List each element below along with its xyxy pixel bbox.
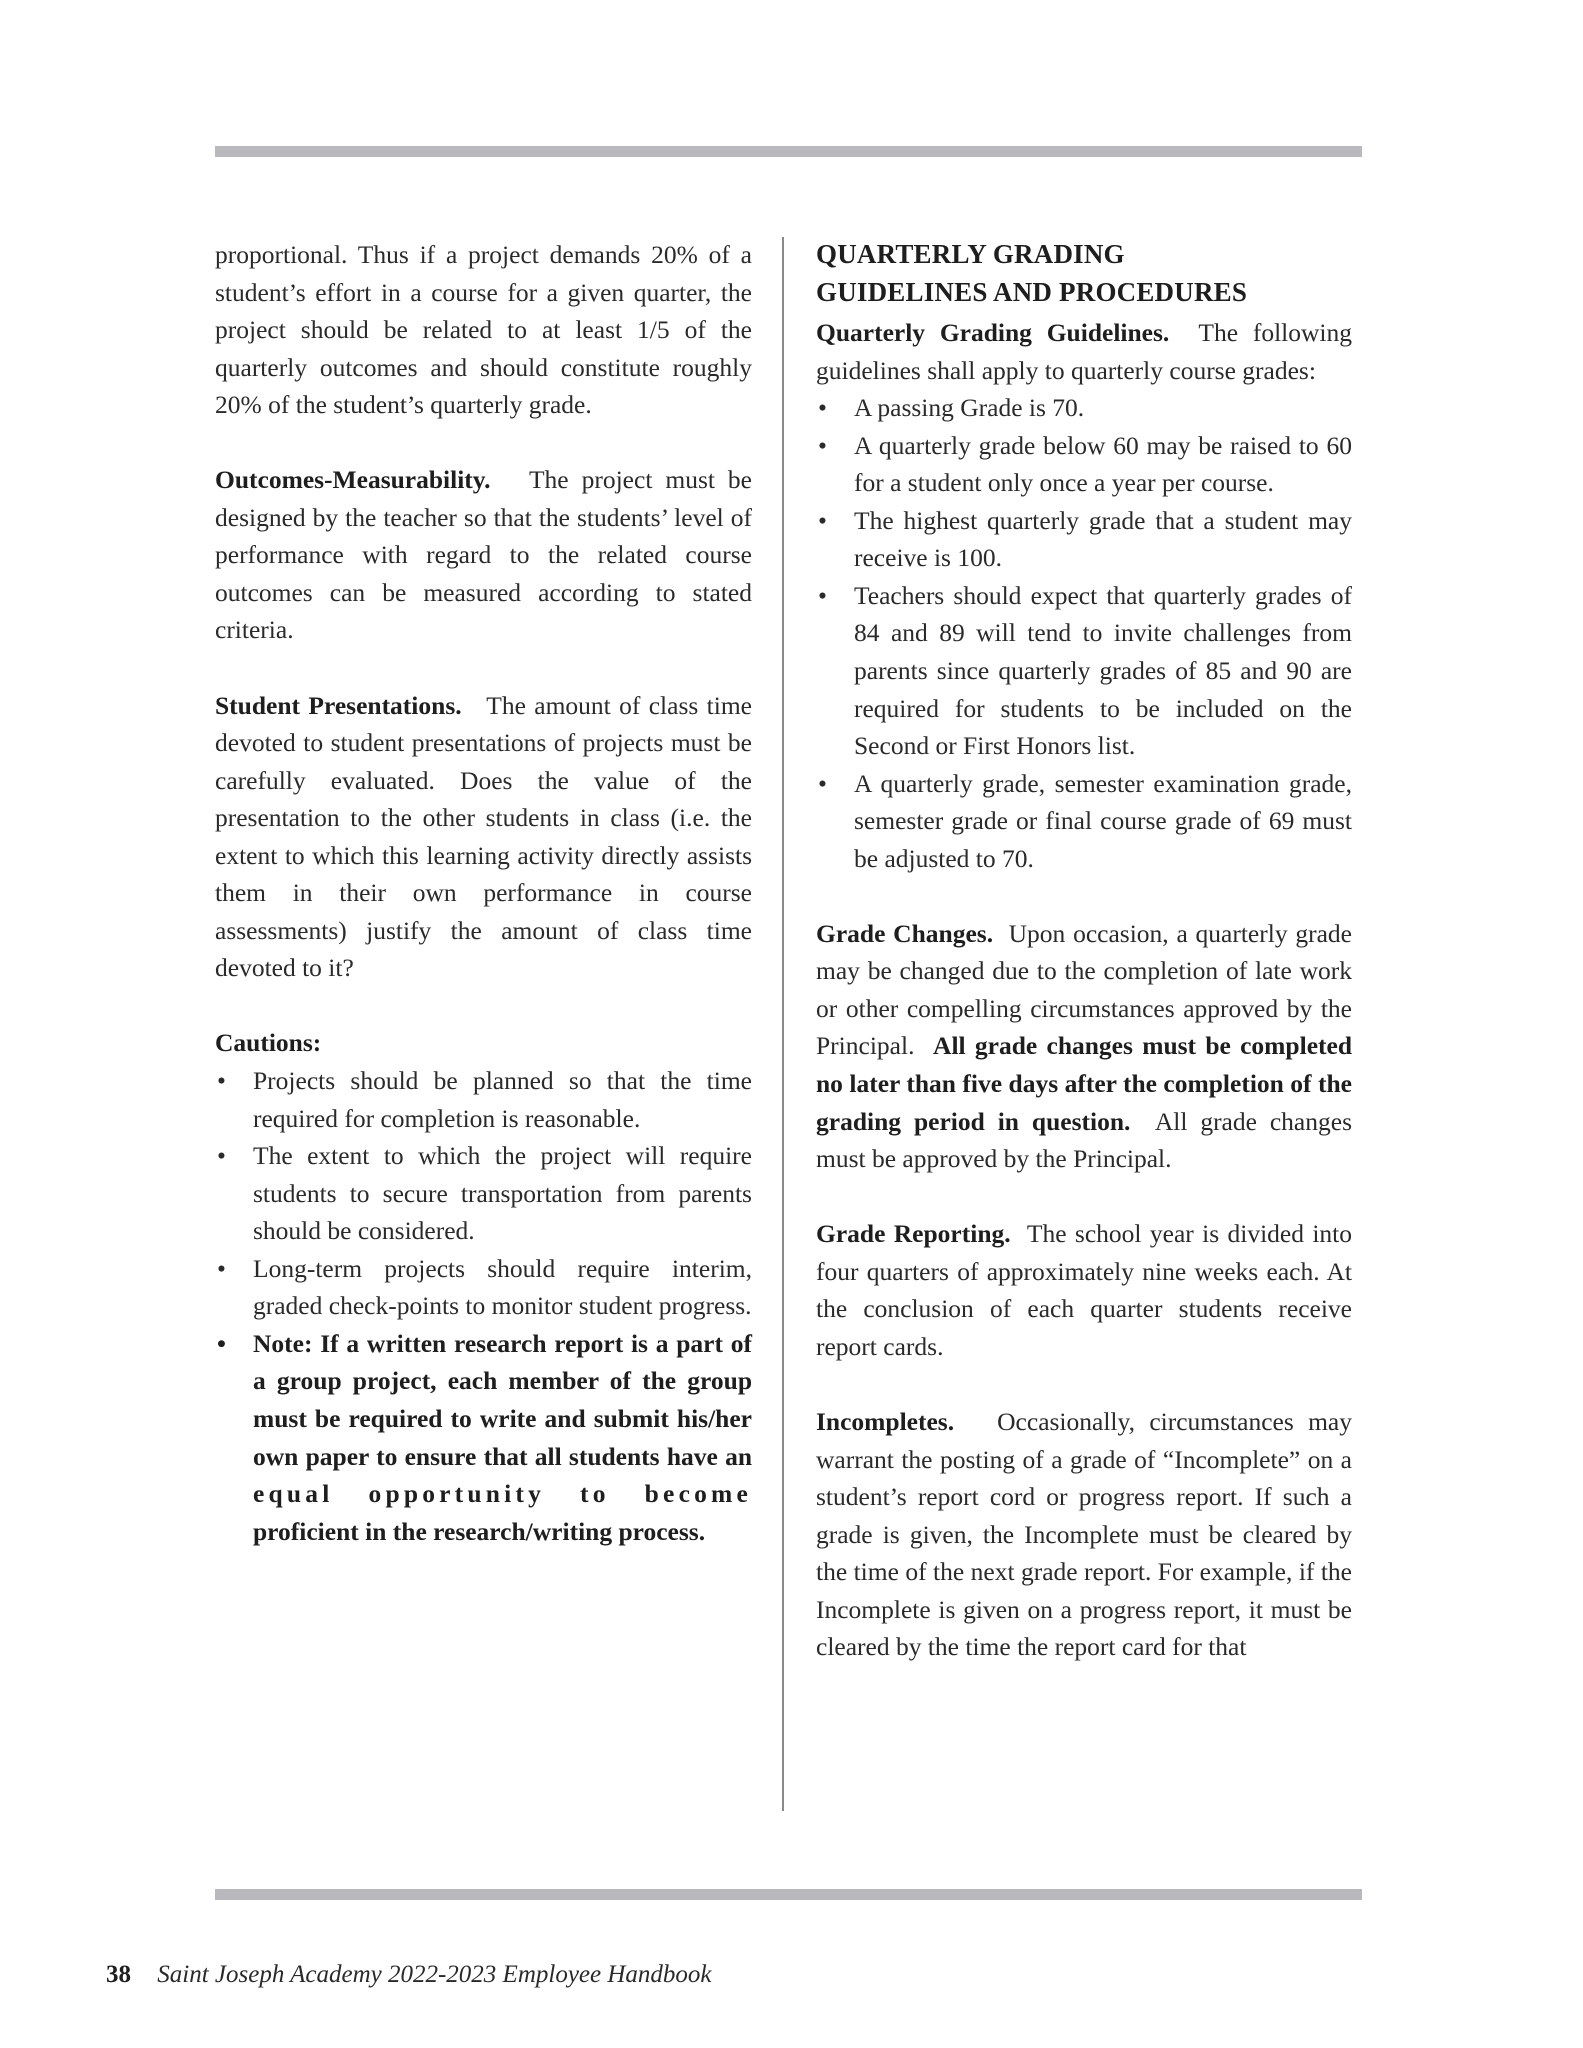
- list-item: • The highest quarterly grade that a student may receive is 100.: [816, 502, 1352, 577]
- list-item: • A quarterly grade below 60 may be raised to 60 for a student only once a year per course.: [816, 427, 1352, 502]
- page-footer: [106, 1955, 712, 1995]
- top-rule: [215, 146, 1362, 157]
- list-item: • Projects should be planned so that the time required for completion is reasonable.: [215, 1062, 752, 1137]
- cautions-heading: Cautions:: [215, 1028, 322, 1058]
- list-item: • A quarterly grade, semester examination grade, semester grade or final course grade of 69 must be adjusted to 70.: [816, 765, 1352, 878]
- bullet-icon: •: [818, 768, 827, 798]
- bullet-icon: •: [217, 1328, 226, 1358]
- section-title: QUARTERLY GRADING GUIDELINES AND PROCEDURES: [816, 239, 1248, 307]
- list-item: • The extent to which the project will require students to secure transportation from parents should be considered.: [215, 1137, 752, 1250]
- intro-paragraph: proportional. Thus if a project demands 20% of a student’s effort in a course for a given quarter, the project should be related to at least 1/5 of the quarterly outcomes and should constitute roughly 20% of the student’s quarterly grade.: [215, 240, 752, 420]
- grade-reporting-label: Grade Reporting.: [816, 1219, 1011, 1249]
- publication-title: Saint Joseph Academy 2022-2023 Employee Handbook: [157, 1961, 712, 1988]
- quarterly-grading-guidelines-label: Quarterly Grading Guidelines.: [816, 318, 1170, 348]
- column-divider: [782, 237, 784, 1811]
- incompletes-label: Incompletes.: [816, 1406, 955, 1436]
- bullet-icon: •: [217, 1066, 226, 1096]
- grade-changes-label: Grade Changes.: [816, 918, 994, 948]
- incompletes-paragraph: Incompletes. Occasionally, circumstances may warrant the posting of a grade of “Incomplete” on a student’s report cord or progress report. If such a grade is given, the Incomplete must be cleared by the time of the next grade report. For example, if the Incomplete is given on a progress report, it must be cleared by the time the report card for that: [816, 1406, 1352, 1662]
- left-column: [215, 236, 752, 1550]
- grade-changes-paragraph: Grade Changes. Upon occasion, a quarterly grade may be changed due to the completion of late work or other compelling circumstances approved by the Principal. All grade changes must be completed no later than five days after the completion of the grading period in question. All grade changes must be approved by the Principal.: [816, 918, 1353, 1174]
- list-item: • Long-term projects should require interim, graded check-points to monitor student progress.: [215, 1250, 752, 1325]
- student-presentations-paragraph: [215, 687, 752, 987]
- list-item: • Teachers should expect that quarterly grades of 84 and 89 will tend to invite challenges from parents since quarterly grades of 85 and 90 are required for students to be included on the Second or First Honors list.: [816, 577, 1352, 765]
- outcomes-measurability-paragraph: [215, 461, 752, 649]
- bullet-icon: •: [818, 505, 827, 535]
- outcomes-measurability-label: Outcomes-Measurability.: [215, 465, 491, 495]
- bullet-icon: •: [217, 1253, 226, 1283]
- quarterly-grading-guidelines-paragraph: [816, 314, 1352, 389]
- quarterly-grading-guidelines-text: The following guidelines shall apply to quarterly course grades:: [816, 318, 1352, 385]
- list-item-note: • Note: If a written research report is a part of a group project, each member of the group must be required to write and submit his/her own paper to ensure that all students have an equal opportunity to become proficient in the research/writing process.: [215, 1325, 752, 1550]
- bullet-icon: •: [217, 1141, 226, 1171]
- grade-reporting-paragraph: Grade Reporting. The school year is divided into four quarters of approximately nine weeks each. At the conclusion of each quarter students receive report cards.: [816, 1219, 1353, 1361]
- student-presentations-label: Student Presentations.: [215, 690, 462, 720]
- grade-changes-deadline: All grade changes must be completed no later than five days after the completion of the grading period in question.: [816, 1031, 1353, 1136]
- list-item: • A passing Grade is 70.: [816, 389, 1352, 427]
- student-presentations-text: The amount of class time devoted to student presentations of projects must be carefully evaluated. Does the value of the presentation to the other students in class (i.e. the extent to which this learning activity directly assists them in their own performance in course assessments) justify the amount of class time devoted to it?: [215, 690, 752, 983]
- bullet-icon: •: [818, 393, 827, 423]
- bottom-rule: [215, 1889, 1362, 1900]
- page-number: 38: [106, 1961, 131, 1988]
- cautions-list: [215, 1062, 752, 1550]
- guidelines-list: [816, 389, 1352, 877]
- bullet-icon: •: [818, 430, 827, 460]
- right-column: [816, 236, 1352, 1666]
- outcomes-measurability-text: The project must be designed by the teacher so that the students’ level of performance with regard to the related course outcomes can be measured according to stated criteria.: [215, 465, 753, 645]
- bullet-icon: •: [818, 580, 827, 610]
